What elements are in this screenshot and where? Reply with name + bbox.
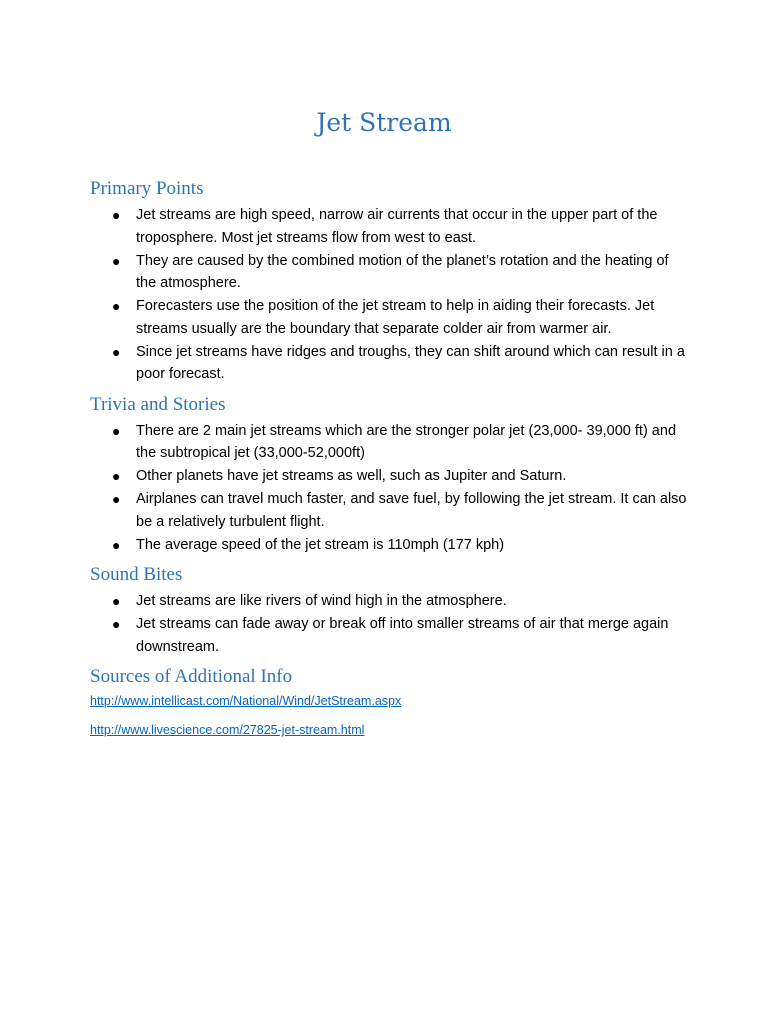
- bullet-list: [90, 204, 690, 386]
- document-body: [90, 176, 690, 750]
- section-trivia-and-stories: [90, 392, 690, 557]
- source-link-intellicast[interactable]: http://www.intellicast.com/National/Wind/JetStream.aspx: [90, 694, 402, 708]
- bullet-list: [90, 590, 690, 658]
- page-title: Jet Stream: [316, 108, 452, 137]
- section-sources: [90, 664, 690, 739]
- section-heading: Sources of Additional Info: [90, 666, 293, 687]
- bullet-icon: ●: [112, 536, 121, 553]
- list-item-text: There are 2 main jet streams which are the stronger polar jet (23,000- 39,000 ft) and the subtropical jet (33,000-52,000ft): [136, 422, 677, 461]
- bullet-icon: ●: [112, 343, 121, 360]
- bullet-icon: ●: [112, 207, 121, 223]
- list-item: [90, 204, 691, 249]
- bullet-icon: ●: [112, 252, 121, 269]
- list-item-text: Jet streams are like rivers of wind high in the atmosphere.: [136, 593, 507, 609]
- list-item: [90, 250, 691, 295]
- list-item: [90, 613, 691, 658]
- bullet-icon: ●: [112, 298, 121, 314]
- list-item-text: The average speed of the jet stream is 110mph (177 kph): [136, 536, 505, 553]
- section-heading: Trivia and Stories: [90, 393, 226, 415]
- list-item-text: Jet streams can fade away or break off into smaller streams of air that merge again downstream.: [136, 616, 669, 655]
- bullet-icon: ●: [112, 468, 121, 484]
- list-item-text: Other planets have jet streams as well, such as Jupiter and Saturn.: [136, 468, 567, 484]
- section-heading: Sound Bites: [90, 564, 183, 585]
- section-sound-bites: [90, 562, 690, 658]
- list-item: [90, 420, 691, 465]
- bullet-list: [90, 420, 690, 557]
- source-link-livescience[interactable]: http://www.livescience.com/27825-jet-stream.html: [90, 723, 365, 737]
- list-item: [90, 341, 691, 386]
- list-item: [90, 488, 691, 533]
- source-links: [90, 692, 690, 739]
- list-item: [90, 295, 691, 340]
- bullet-icon: ●: [112, 616, 121, 632]
- list-item: [90, 465, 691, 488]
- list-item-text: Jet streams are high speed, narrow air currents that occur in the upper part of the troposphere. Most jet streams flow from west to east.: [136, 207, 658, 246]
- list-item-text: Airplanes can travel much faster, and save fuel, by following the jet stream. It can also be a relatively turbulent flight.: [136, 491, 687, 530]
- bullet-icon: ●: [112, 422, 121, 439]
- bullet-icon: ●: [112, 491, 121, 507]
- section-heading: Primary Points: [90, 178, 204, 199]
- bullet-icon: ●: [112, 593, 121, 609]
- section-primary-points: [90, 176, 690, 386]
- list-item: [90, 590, 691, 613]
- list-item-text: Forecasters use the position of the jet stream to help in aiding their forecasts. Jet streams usually are the boundary that separate colder air from warmer air.: [136, 298, 655, 337]
- list-item-text: Since jet streams have ridges and troughs, they can shift around which can result in a poor forecast.: [136, 343, 685, 382]
- list-item: [90, 534, 691, 557]
- list-item-text: They are caused by the combined motion of the planet’s rotation and the heating of the atmosphere.: [136, 252, 669, 291]
